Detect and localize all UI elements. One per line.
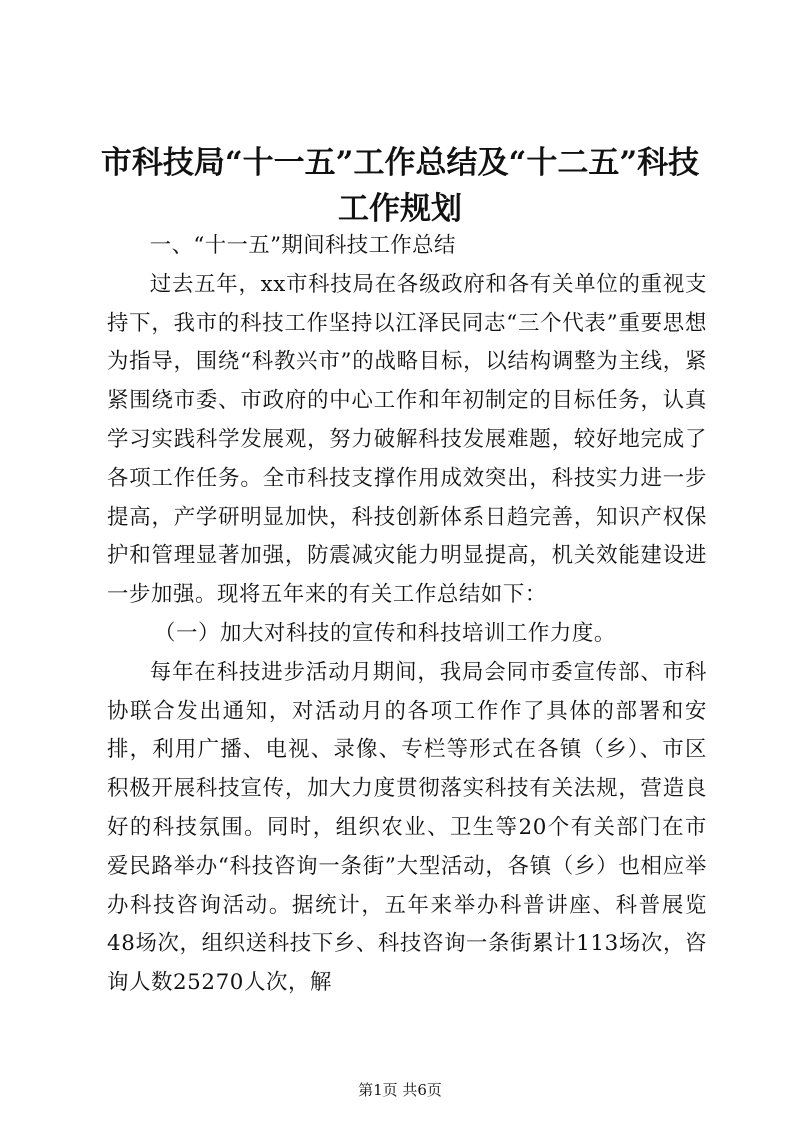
page-footer: 第1页 共6页 bbox=[358, 1081, 442, 1099]
paragraph: 每年在科技进步活动月期间，我局会同市委宣传部、市科协联合发出通知，对活动月的各项工作作了具体的部署和安排，利用广播、电视、录像、专栏等形式在各镇（乡）、市区积极开展科技宣传，加大力度贯彻落实科技有关法规，营造良好的科技氛围。同时，组织农业、卫生等20个有关部门在市爱民路举办“科技咨询一条街”大型活动，各镇（乡）也相应举办科技咨询活动。据统计，五年来举办科普讲座、科普展览48场次，组织送科技下乡、科技咨询一条街累计113场次，咨询人数25270人次，解 bbox=[107, 659, 707, 996]
subsection-heading: （一）加大对科技的宣传和科技培训工作力度。 bbox=[154, 620, 616, 646]
document-title: 市科技局“十一五”工作总结及“十二五”科技工作规划 bbox=[100, 145, 700, 227]
section-heading: 一、“十一五”期间科技工作总结 bbox=[149, 233, 456, 258]
document-body bbox=[107, 227, 707, 1003]
paragraph: 过去五年，xx市科技局在各级政府和各有关单位的重视支持下，我市的科技工作坚持以江泽民同志“三个代表”重要思想为指导，围绕“科教兴市”的战略目标，以结构调整为主线，紧紧围绕市委、市政府的中心工作和年初制定的目标任务，认真学习实践科学发展观，努力破解科技发展难题，较好地完成了各项工作任务。全市科技支撑作用成效突出，科技实力进一步提高，产学研明显加快，科技创新体系日趋完善，知识产权保护和管理显著加强，防震减灾能力明显提高，机关效能建设进一步加强。现将五年来的有关工作总结如下： bbox=[107, 271, 707, 608]
